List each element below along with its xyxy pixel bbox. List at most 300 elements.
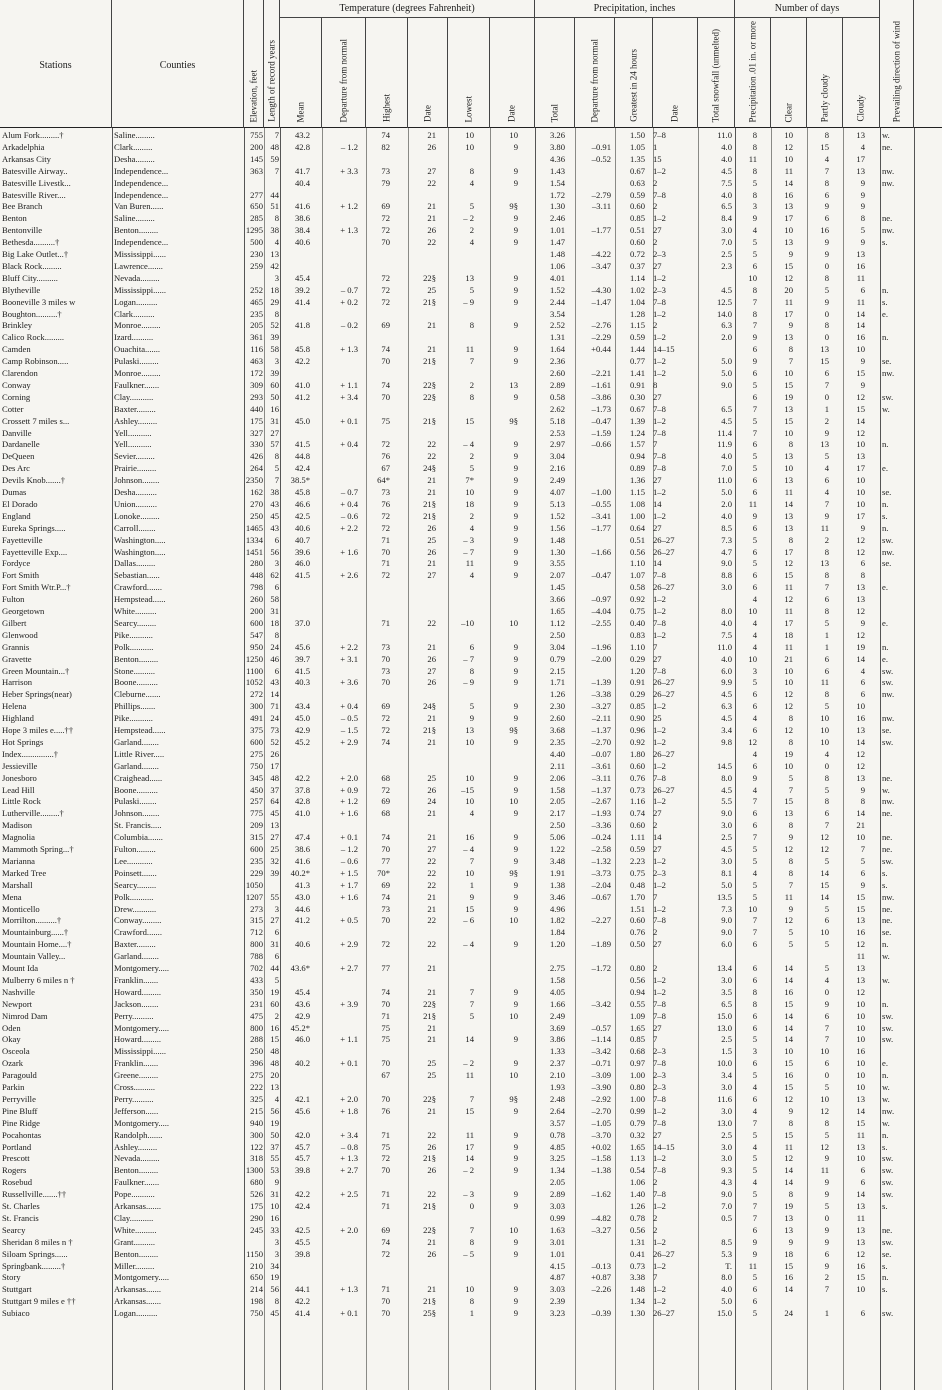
temp-departure: + 1.6 [340,808,358,819]
precip-greatest: 0.68 [629,1046,645,1057]
temp-lowest: 6 [469,641,474,652]
temp-highest: 73 [381,665,390,676]
wind-direction: ne. [882,832,893,843]
snowfall: 4.7 [721,546,732,557]
station-name: Subiaco [2,1308,30,1319]
temp-highest [366,332,390,344]
elevation: 273 [250,903,263,914]
table-row [0,749,942,761]
days-precip: 7 [752,1212,757,1223]
table-row [0,606,942,618]
days-partly: 7 [824,498,829,509]
precip-departure: –3.47 [591,260,611,271]
temp-highest: 76 [381,451,390,462]
days-partly: 8 [824,177,829,188]
temp-departure: + 3.4 [340,391,358,402]
days-clear: 11 [784,165,793,176]
precip-date: 8 [653,379,658,390]
elevation: 330 [250,439,263,450]
precip-total: 2.48 [549,1093,565,1104]
elevation: 650 [250,201,263,212]
precip-total: 4.01 [549,272,565,283]
temp-high-date: 21§ [423,296,436,307]
snowfall: 12.5 [716,296,732,307]
precip-greatest: 0.56 [629,974,645,985]
precip-date: 7–8 [653,665,666,676]
record-years: 25 [270,844,279,854]
temp-departure [322,582,358,594]
temp-highest: 75 [381,415,390,426]
elevation: 547 [250,629,263,640]
snowfall: 9.0 [721,927,732,938]
snowfall: 6.5 [721,403,732,414]
days-partly: 6 [824,915,829,926]
elevation: 315 [250,915,263,926]
precip-departure [575,535,611,547]
temp-mean [280,404,310,416]
wind-direction [882,570,912,582]
days-partly: 5 [824,963,829,973]
county-name: Mississippi...... [114,284,167,295]
days-precip: 9 [752,213,757,224]
days-clear: 15 [784,1082,793,1092]
precip-date: 7–8 [653,451,666,462]
table-row [0,1237,942,1249]
county-name: Pope........... [114,1189,155,1200]
table-row [0,309,942,321]
temp-low-date: 9 [513,1201,518,1211]
precip-departure: –4.82 [591,1212,611,1223]
temp-highest [366,154,390,166]
station-name: Bethesda..........† [2,237,60,248]
temp-low-date: 9 [513,784,518,795]
days-precip: 7 [752,915,757,926]
precip-departure: –3.09 [591,1070,611,1081]
temp-departure [322,356,358,368]
days-cloudy: 5 [860,855,865,866]
temp-departure: – 1.5 [340,725,358,735]
temp-highest [366,309,390,321]
temp-departure: + 1.7 [340,879,358,890]
precip-date: 2 [653,820,658,831]
temp-mean: 40.3 [294,677,310,688]
record-years: 24 [270,713,279,724]
snowfall: 3.4 [721,725,732,735]
days-clear: 7 [788,879,793,890]
county-name: Polk........... [114,891,154,902]
days-partly: 9 [824,1189,829,1200]
station-name: Arkansas City [2,153,51,164]
days-precip: 4 [752,1082,757,1092]
snowfall: 7.3 [721,903,732,914]
county-name: Perry.......... [114,1093,154,1104]
days-partly: 8 [824,130,829,140]
precip-greatest: 0.60 [629,760,645,771]
wind-direction: ne. [882,141,893,152]
wind-direction [882,201,912,213]
precip-date: 1–2 [653,701,666,712]
table-row [0,856,942,868]
temp-highest: 71 [381,617,390,628]
days-partly [807,1296,829,1308]
snowfall: 6.0 [721,939,732,950]
temp-high-date: 24§ [423,701,436,712]
days-precip: 6 [752,939,757,950]
snowfall: 4.5 [721,415,732,426]
precip-total: 2.46 [549,213,565,224]
temp-high-date: 21 [427,903,436,914]
precip-date: 1–2 [653,1260,666,1271]
temp-mean: 45.8 [294,487,310,497]
temp-lowest [448,368,474,380]
days-clear: 9 [788,832,793,843]
table-row [0,332,942,344]
temp-high-date: 27 [427,570,436,581]
days-cloudy: 13 [856,915,865,926]
snowfall [698,1225,732,1237]
precip-greatest: 1.26 [629,1201,645,1211]
days-clear: 15 [784,998,793,1009]
wind-direction: w. [882,1117,890,1128]
temp-departure: – 0.8 [340,1141,358,1152]
days-cloudy: 13 [856,451,865,462]
snowfall: 7.0 [721,1201,732,1211]
precip-date: 7–8 [653,617,666,628]
temp-mean [280,1118,310,1130]
days-precip: 8 [752,141,757,152]
wind-direction [882,630,912,642]
temp-low-date: 9 [513,225,518,236]
precip-date: 26–27 [653,677,675,688]
temp-departure: + 2.7 [340,963,358,973]
precip-date: 1 [653,141,658,152]
precip-total: 1.71 [549,677,565,688]
temp-low-date [490,1082,518,1094]
station-name: Conway [2,379,31,390]
precip-greatest: 0.74 [629,808,645,819]
header-counties [112,0,244,128]
temp-high-date: 25 [427,284,436,295]
precip-total: 2.35 [549,736,565,747]
temp-high-date: 22 [427,1129,436,1140]
temp-low-date [490,1023,518,1035]
precip-departure [575,1249,611,1261]
record-years: 4 [274,237,279,248]
days-partly: 5 [824,1129,829,1140]
snowfall: 8.0 [721,1272,732,1283]
wind-direction: nw. [882,1105,895,1116]
temp-highest: 79 [381,177,390,188]
days-precip: 5 [752,1272,757,1283]
days-clear: 15 [784,415,793,426]
header-precip-greatest [615,18,653,128]
table-row [0,523,942,535]
days-cloudy: 10 [856,832,865,843]
days-cloudy: 6 [860,677,865,688]
temp-high-date: 22 [427,237,436,248]
elevation: 122 [250,1141,263,1152]
temp-highest [366,951,390,963]
wind-direction [882,190,912,202]
snowfall: 3.0 [721,855,732,866]
precip-date: 7–8 [653,427,666,438]
table-row [0,737,942,749]
temp-high-date: 26 [427,1248,436,1259]
precip-greatest: 1.65 [629,1141,645,1152]
temp-low-date [490,749,518,761]
county-name: Desha......... [114,153,155,164]
precip-date: 1–2 [653,903,666,914]
days-precip: 5 [752,177,757,188]
temp-mean [280,368,310,380]
table-row [0,761,942,773]
temp-lowest: 11 [465,1070,474,1081]
station-name: Lead Hill [2,784,35,795]
station-name: Marked Tree [2,867,47,878]
days-cloudy: 13 [856,582,865,593]
days-precip: 7 [752,927,757,938]
temp-lowest: 10 [465,867,474,878]
temp-departure [322,558,358,570]
temp-low-date: 9 [513,939,518,950]
temp-lowest: – 4 [463,439,474,450]
table-row [0,1118,942,1130]
wind-direction: sw. [882,855,894,866]
days-precip: 5 [752,844,757,854]
temp-departure: + 1.3 [340,225,358,236]
elevation: 345 [250,772,263,783]
precip-date: 1–2 [653,308,666,319]
station-name: Dumas [2,487,27,497]
table-row [0,1284,942,1296]
temp-high-date: 27 [427,665,436,676]
county-name: Yell........... [114,439,152,450]
county-name: Howard......... [114,1034,162,1045]
precip-total: 5.13 [549,498,565,509]
days-clear: 14 [784,177,793,188]
wind-direction: n. [882,1129,889,1140]
temp-high-date [408,630,436,642]
wind-direction: sw. [882,677,894,688]
snowfall: 4.0 [721,153,732,164]
elevation: 300 [250,701,263,712]
days-precip: 10 [748,653,757,664]
precip-date: 27 [653,522,662,533]
temp-mean: 42.2 [294,1296,310,1307]
wind-direction: sw. [882,1022,894,1033]
precip-date: 26–27 [653,784,675,795]
temp-mean: 39.2 [294,284,310,295]
county-name: Lawrence....... [114,260,163,271]
days-precip: 4 [752,784,757,795]
temp-lowest: 10 [465,796,474,807]
precip-total: 1.52 [549,510,565,521]
table-row [0,904,942,916]
temp-highest: 70 [381,546,390,557]
temp-mean: 39.8 [294,1248,310,1259]
precip-departure: –1.14 [591,1034,611,1045]
record-years: 24 [270,641,279,652]
elevation: 290 [250,1212,263,1223]
temp-highest: 77 [381,963,390,973]
days-partly: 11 [820,677,829,688]
days-precip: 5 [752,249,757,259]
precip-date: 7 [653,641,658,652]
county-name: Hempstead...... [114,594,166,605]
header-days-cloudy [843,18,880,128]
snowfall: 3.0 [721,974,732,985]
wind-direction: n. [882,1070,889,1081]
precip-date: 7–8 [653,915,666,926]
temp-low-date [490,261,518,273]
temp-lowest: – 5 [463,1248,474,1259]
wind-direction: n. [882,641,889,652]
elevation: 277 [250,189,263,200]
temp-highest [366,630,390,642]
precip-departure [575,475,611,487]
precip-total: 1.26 [549,689,565,700]
precip-greatest: 1.34 [629,1296,645,1307]
wind-direction: s. [882,879,888,890]
elevation: 257 [250,796,263,807]
days-cloudy: 10 [856,475,865,486]
snowfall: 4.5 [721,284,732,295]
wind-direction: sw. [882,1034,894,1045]
temp-lowest: 1 [469,1308,474,1319]
precip-date: 27 [653,475,662,486]
county-name: Montgomery..... [114,1117,170,1128]
snowfall: 3.0 [721,225,732,236]
days-partly: 9 [824,237,829,248]
temp-highest: 72 [381,1248,390,1259]
precip-date: 7 [653,439,658,450]
snowfall: 8.5 [721,1236,732,1247]
precip-total: 2.11 [550,760,565,771]
elevation: 788 [250,951,263,962]
days-cloudy: 9 [860,189,865,200]
temp-highest: 69 [381,320,390,331]
station-name: Mount Ida [2,963,39,973]
precip-date: 2 [653,1224,658,1235]
days-precip: 4 [752,713,757,724]
precip-date: 26–27 [653,748,675,759]
temp-lowest: – 7 [463,546,474,557]
snowfall [698,749,732,761]
snowfall: 4.0 [721,451,732,462]
table-row [0,951,942,963]
record-years: 3 [274,558,279,569]
temp-departure: + 2.2 [340,641,358,652]
temp-lowest [448,951,474,963]
temp-departure: + 1.8 [340,1105,358,1116]
precip-total: 2.16 [549,463,565,474]
precip-total: 1.56 [549,522,565,533]
record-years: 31 [270,939,279,950]
temp-low-date: 9 [513,1105,518,1116]
temp-mean [280,689,310,701]
station-name: Boughton..........† [2,308,62,319]
county-name: Hempstead...... [114,725,166,735]
record-years: 13 [270,820,279,831]
temp-mean: 43.6* [290,963,310,973]
county-name: Poinsett....... [114,867,157,878]
temp-highest [366,749,390,761]
precip-greatest: 1.28 [629,308,645,319]
record-years: 7 [274,475,279,486]
days-partly: 6 [824,594,829,605]
snowfall: 5.3 [721,1248,732,1259]
precip-greatest: 1.10 [629,641,645,652]
temp-departure: + 0.1 [340,415,358,426]
days-clear: 12 [784,915,793,926]
days-cloudy: 13 [856,1224,865,1235]
temp-high-date: 22 [427,915,436,926]
snowfall [698,392,732,404]
temp-highest: 75 [381,1034,390,1045]
days-cloudy: 13 [856,249,865,259]
county-name: Mississippi...... [114,1046,167,1057]
wind-direction: sw. [882,736,894,747]
days-clear: 10 [784,130,793,140]
temp-highest: 72 [381,784,390,795]
days-cloudy: 10 [856,498,865,509]
days-cloudy: 16 [856,332,865,343]
precip-departure: –0.71 [591,1058,611,1069]
elevation: 260 [250,594,263,605]
precip-date: 27 [653,653,662,664]
county-name: Washington..... [114,546,166,557]
temp-low-date: 9 [513,808,518,819]
wind-direction: se. [882,1248,892,1259]
header-temp-highest [366,18,408,128]
precip-date: 27 [653,1022,662,1033]
station-name: Russellville.......†† [2,1189,67,1200]
temp-low-date: 9 [513,165,518,176]
county-name: Sebastian...... [114,570,160,581]
record-years: 39 [270,332,279,343]
wind-direction: w. [882,784,890,795]
temp-highest: 67 [381,1070,390,1081]
days-cloudy: 6 [860,284,865,295]
record-years: 37 [270,1141,279,1152]
temp-lowest [448,820,474,832]
temp-low-date: 10 [509,130,518,140]
wind-direction: ne. [882,1224,893,1235]
county-name: Franklin....... [114,974,159,985]
days-precip: 6 [752,1224,757,1235]
precip-date: 2–3 [653,1082,666,1092]
temp-departure: + 2.2 [340,522,358,533]
days-clear [771,951,793,963]
table-row [0,1189,942,1201]
county-name: Arkansas....... [114,1201,162,1211]
precip-total: 3.54 [549,308,565,319]
snowfall: 3.4 [721,1070,732,1081]
county-name: Pulaski......... [114,356,159,367]
temp-highest: 72 [381,225,390,236]
precip-greatest: 1.04 [629,296,645,307]
elevation: 750 [250,1308,263,1319]
temp-mean [280,190,310,202]
temp-highest: 64* [377,475,390,486]
temp-mean: 37.0 [294,617,310,628]
days-clear: 8 [788,1189,793,1200]
precip-departure: –1.77 [591,225,611,236]
precip-departure: –1.62 [591,1189,611,1200]
days-clear [771,1296,793,1308]
table-row [0,511,942,523]
days-partly: 15 [820,356,829,367]
